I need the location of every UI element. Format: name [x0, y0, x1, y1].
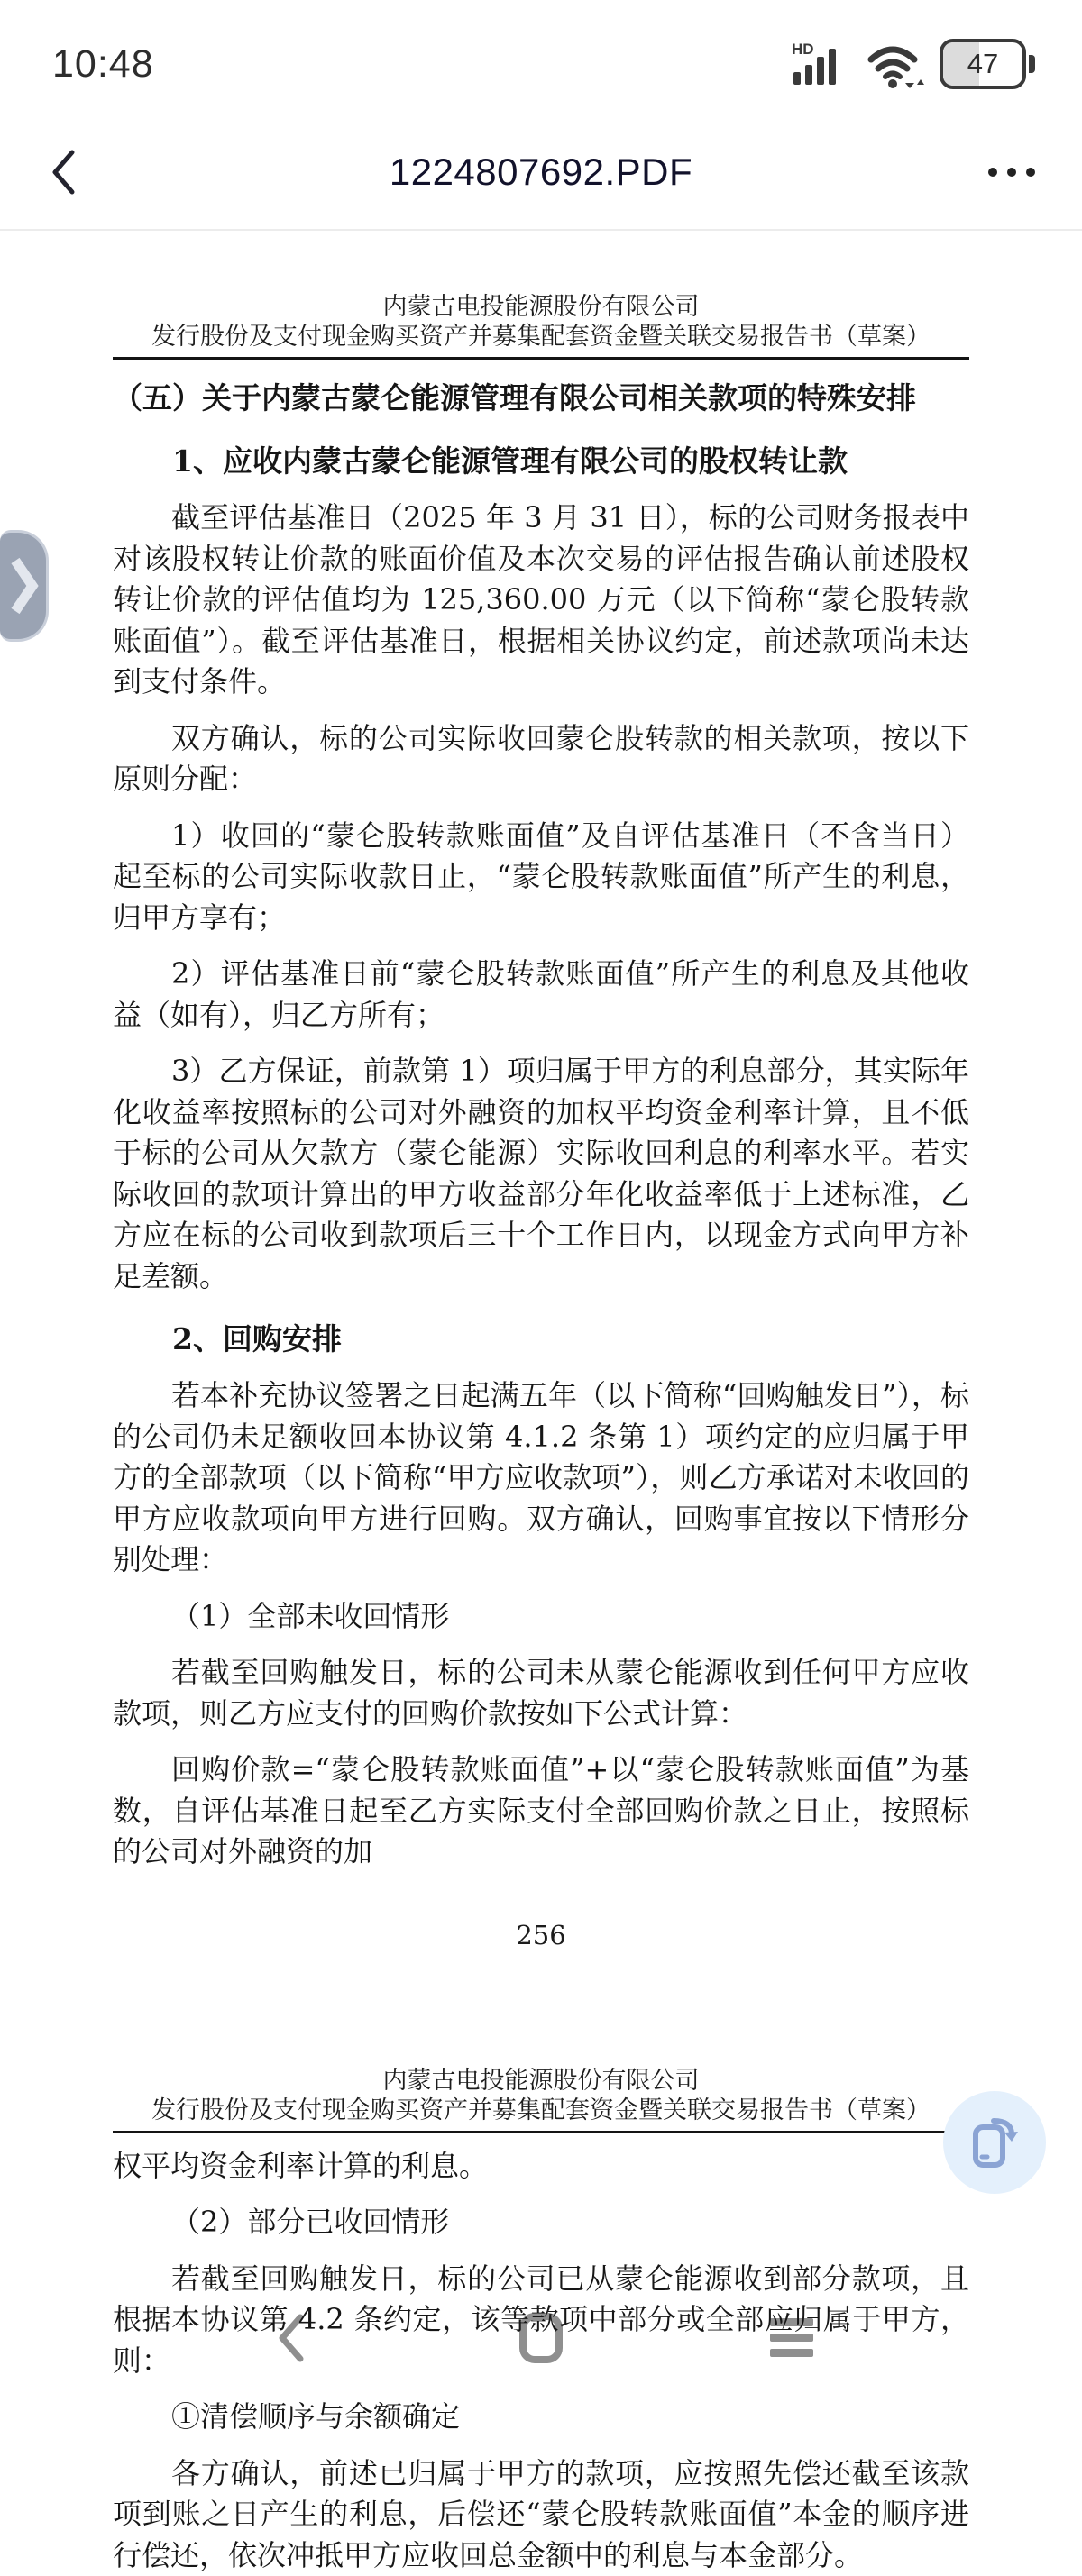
- header-rule: [113, 2131, 969, 2133]
- paragraph: ①清偿顺序与余额确定: [113, 2397, 969, 2438]
- header-rule: [113, 357, 969, 360]
- wifi-icon: [866, 38, 925, 90]
- paragraph: （1）全部未收回情形: [113, 1596, 969, 1638]
- chevron-right-icon: [8, 552, 39, 620]
- sub-heading: 1、应收内蒙古蒙仑能源管理有限公司的股权转让款: [113, 441, 969, 482]
- company-name: 内蒙古电投能源股份有限公司: [113, 292, 969, 322]
- sub-heading: 2、回购安排: [113, 1319, 969, 1360]
- paragraph: 双方确认，标的公司实际收回蒙仑股转款的相关款项，按以下原则分配：: [113, 718, 969, 800]
- svg-text:HD: HD: [792, 41, 814, 58]
- rotate-phone-icon: [967, 2115, 1022, 2170]
- pdf-content-area[interactable]: [0, 231, 1082, 2270]
- paragraph: 权平均资金利率计算的利息。: [113, 2146, 969, 2188]
- battery-percent: 47: [967, 48, 998, 80]
- cellular-signal-hd-icon: [784, 38, 851, 90]
- report-title: 发行股份及支付现金购买资产并募集配套资金暨关联交易报告书（草案）: [113, 322, 969, 352]
- paragraph: 回购价款=“蒙仑股转款账面值”+以“蒙仑股转款账面值”为基数，自评估基准日起至乙方实际支付全部回购价款之日止，按照标的公司对外融资的加: [113, 1749, 969, 1873]
- sidebar-expand-handle[interactable]: [0, 530, 49, 642]
- paragraph: 若截至回购触发日，标的公司未从蒙仑能源收到任何甲方应收款项，则乙方应支付的回购价款按如下公式计算：: [113, 1652, 969, 1734]
- paragraph: 1）收回的“蒙仑股转款账面值”及自评估基准日（不含当日）起至标的公司实际收款日止，“蒙仑股转款账面值”所产生的利息，归甲方享有；: [113, 816, 969, 939]
- clock: 10:48: [52, 42, 154, 87]
- paragraph: 3）乙方保证，前款第 1）项归属于甲方的利息部分，其实际年化收益率按照标的公司对外融资的加权平均资金利率计算，且不低于标的公司从欠款方（蒙仑能源）实际收回利息的利率水平。若实际收回的款项计算出的甲方收益部分年化收益率低于上述标准，乙方应在标的公司收到款项后三十个工作日内，以现金方式向甲方补足差额。: [113, 1051, 969, 1297]
- paragraph: 截至评估基准日（2025 年 3 月 31 日），标的公司财务报表中对该股权转让价款的账面价值及本次交易的评估报告确认前述股权转让价款的评估值均为 125,360.00 万元（以下简称“蒙仑股转款账面值”）。截至评估基准日，根据相关协议约定，前述款项尚未达到支付条件。: [113, 498, 969, 703]
- section-heading: （五）关于内蒙古蒙仑能源管理有限公司相关款项的特殊安排: [113, 378, 969, 419]
- paragraph: 若截至回购触发日，标的公司已从蒙仑能源收到部分款项，且根据本协议第 4.2 条约定，该等款项中部分或全部应归属于甲方，则：: [113, 2259, 969, 2382]
- report-header: [113, 231, 969, 352]
- company-name: 内蒙古电投能源股份有限公司: [113, 2066, 969, 2096]
- paragraph: （2）部分已收回情形: [113, 2202, 969, 2243]
- paragraph: 2）评估基准日前“蒙仑股转款账面值”所产生的利息及其他收益（如有），归乙方所有；: [113, 954, 969, 1036]
- report-title: 发行股份及支付现金购买资产并募集配套资金暨关联交易报告书（草案）: [113, 2096, 969, 2125]
- document-title: 1224807692.PDF: [0, 151, 1082, 194]
- report-header: [113, 1950, 969, 2125]
- paragraph: 若本补充协议签署之日起满五年（以下简称“回购触发日”），标的公司仍未足额收回本协议第 4.1.2 条第 1）项约定的应归属于甲方的全部款项（以下简称“甲方应收款项”），则乙方承诺对未收回的甲方应收款项向甲方进行回购。双方确认，回购事宜按以下情形分别处理：: [113, 1375, 969, 1581]
- status-icons: [784, 38, 1035, 90]
- pdf-page-1: [113, 231, 969, 1950]
- status-bar: [0, 0, 1082, 115]
- pdf-page-2: [113, 1950, 969, 2576]
- battery-icon: [940, 39, 1035, 89]
- rotate-screen-button[interactable]: [943, 2091, 1046, 2194]
- paragraph: 各方确认，前述已归属于甲方的款项，应按照先偿还截至该款项到账之日产生的利息，后偿还“蒙仑股转款账面值”本金的顺序进行偿还，依次冲抵甲方应收回总金额中的利息与本金部分。: [113, 2453, 969, 2576]
- page-number: 256: [113, 1920, 969, 1950]
- pdf-viewer-toolbar: [0, 115, 1082, 231]
